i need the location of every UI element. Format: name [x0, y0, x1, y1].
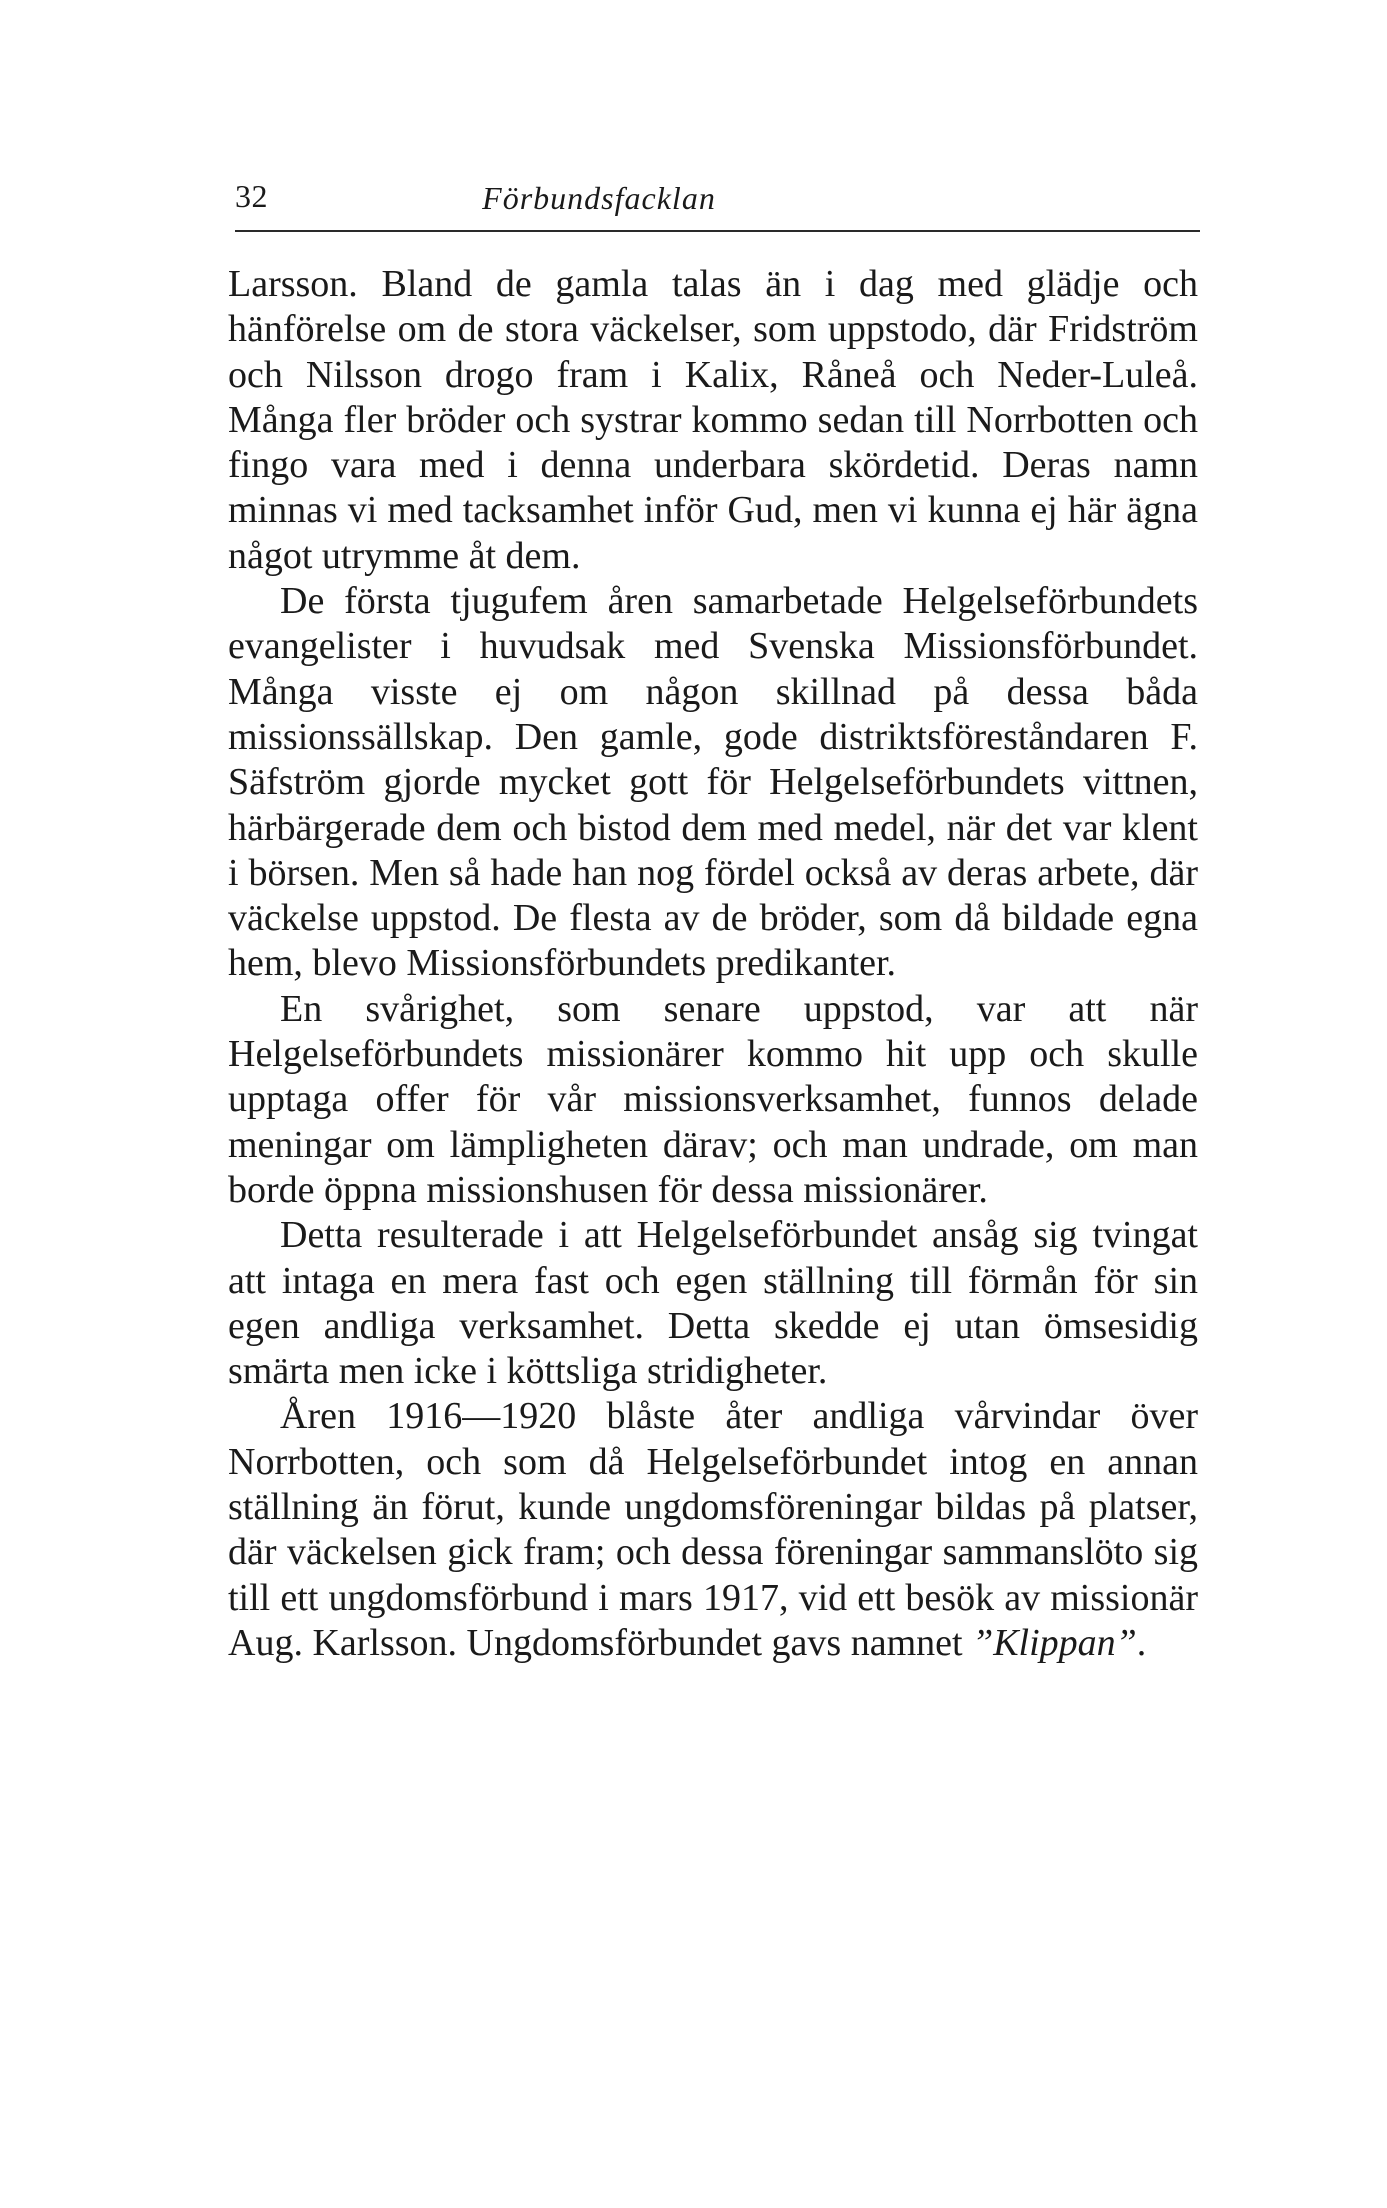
paragraph: En svårighet, som senare uppstod, var att när Helgelseförbundets missionärer kommo hit upp och skulle upptaga offer för vår missionsverksamhet, funnos delade meningar om lämpligheten därav; och man undrade, om man borde öppna missionshusen för dessa missionärer.: [228, 987, 1198, 1211]
paragraph: Larsson. Bland de gamla talas än i dag med glädje och hänförelse om de stora väckelser, som uppstodo, där Fridström och Nilsson drogo fram i Kalix, Råneå och Neder-Luleå. Många fler bröder och systrar kommo sedan till Norrbotten och fingo vara med i denna underbara skördetid. Deras namn minnas vi med tacksamhet inför Gud, men vi kunna ej här ägna något utrymme åt dem.: [228, 263, 1198, 577]
paragraph-text: Åren 1916—1920 blåste åter andliga vårvindar över Norrbotten, och som då Helgelseförbundet intog en annan ställning än förut, kunde ungdomsföreningar bildas på platser, där väckelsen gick fram; och dessa föreningar sammanslöto sig till ett ungdomsförbund i mars 1917, vid ett besök av missionär Aug. Karlsson. Ungdomsförbundet gavs namnet: [228, 1395, 1198, 1664]
page-header: [235, 178, 1200, 218]
page-number: 32: [235, 178, 268, 214]
running-title: Förbundsfacklan: [482, 180, 716, 216]
header-rule: [235, 230, 1200, 232]
paragraph: Detta resulterade i att Helgelseförbundet ansåg sig tvingat att intaga en mera fast och egen ställning till förmån för sin egen andliga verksamhet. Detta skedde ej utan ömsesidig smärta men icke i köttsliga stridigheter.: [228, 1214, 1198, 1393]
paragraph: [228, 1394, 1198, 1666]
body-text: [228, 262, 1198, 1666]
paragraph: De första tjugufem åren samarbetade Helgelseförbundets evangelister i huvudsak med Svenska Missionsförbundet. Många visste ej om någon skillnad på dessa båda missionssällskap. Den gamle, gode distriktsföreståndaren F. Säfström gjorde mycket gott för Helgelseförbundets vittnen, härbärgerade dem och bistod dem med medel, när det var klent i börsen. Men så hade han nog fördel också av deras arbete, där väckelse uppstod. De flesta av de bröder, som då bildade egna hem, blevo Missionsförbundets predikanter.: [228, 580, 1198, 985]
paragraph-end: .: [1136, 1621, 1147, 1664]
association-name: ”Klippan”: [972, 1621, 1137, 1664]
